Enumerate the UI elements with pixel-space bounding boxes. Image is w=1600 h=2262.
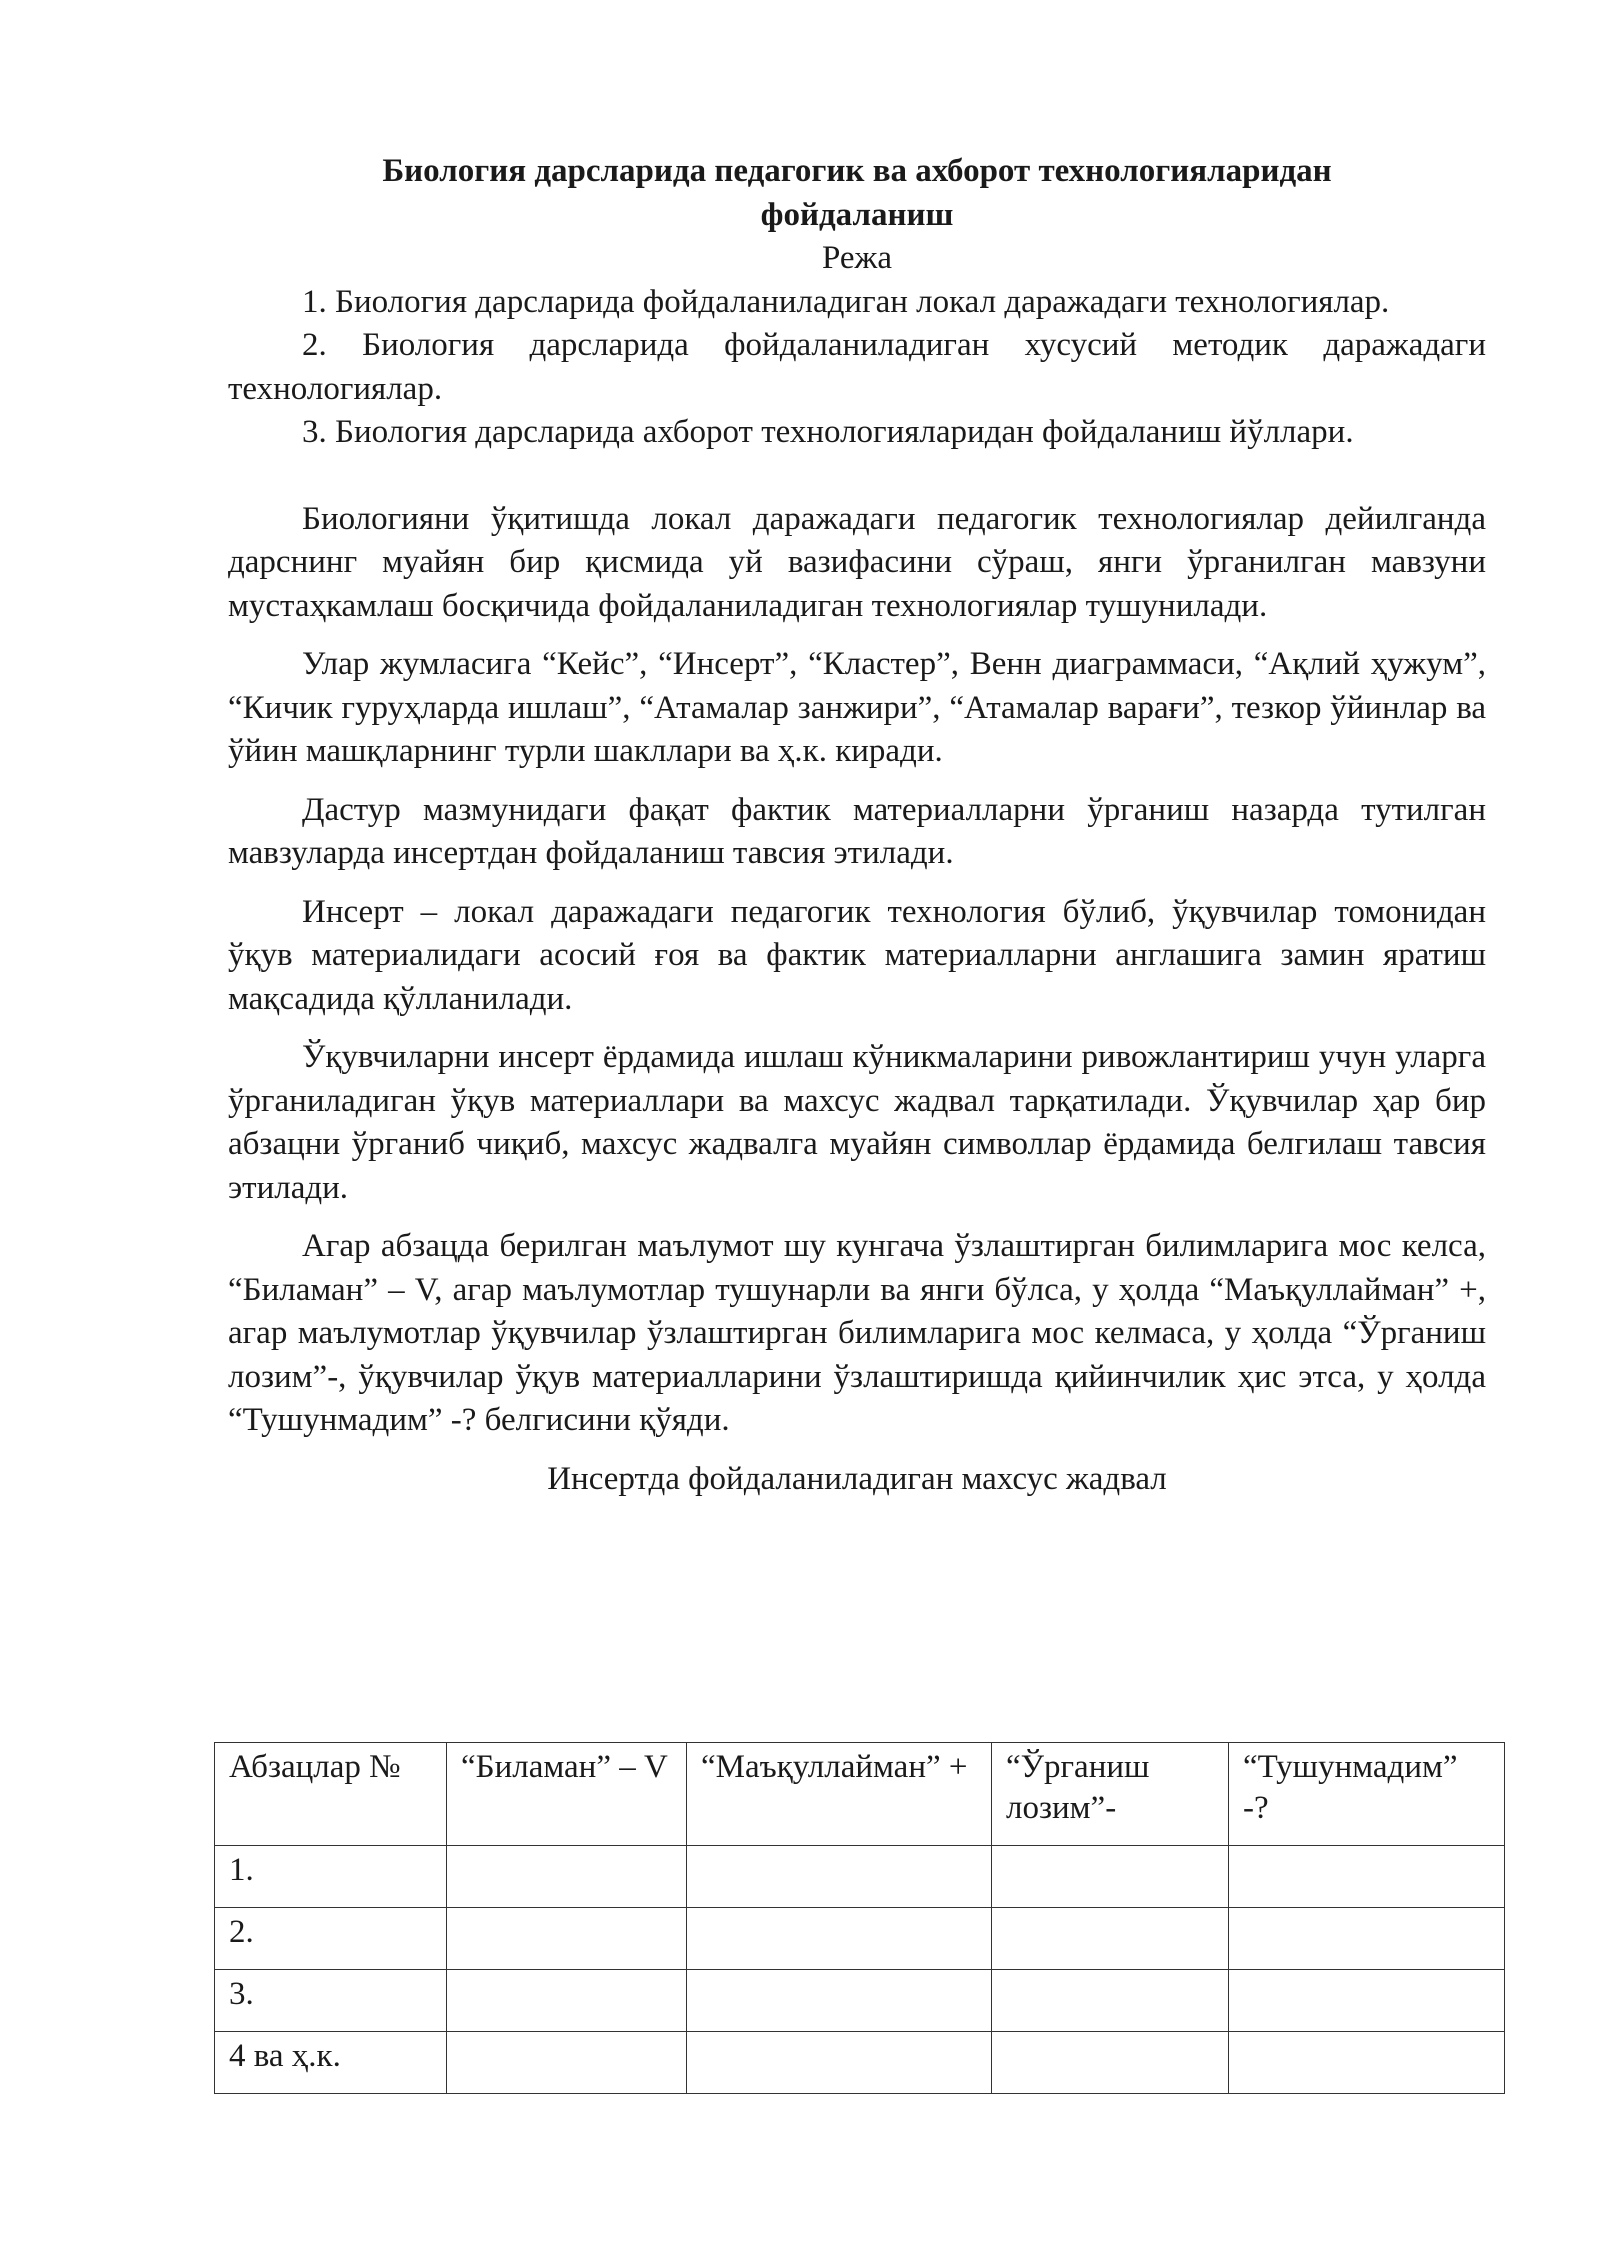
plan-item-3: 3. Биология дарсларида ахборот технологияларидан фойдаланиш йўллари.: [302, 414, 1354, 450]
plan-item-2: 2. Биология дарсларида фойдаланиладиган хусусий методик даражадаги технологиялар.: [228, 327, 1486, 407]
empty-cell: [687, 1846, 992, 1908]
insert-table: [214, 1742, 1505, 2094]
row-number-cell: 3.: [215, 1970, 447, 2032]
table-header-row: [215, 1743, 1505, 1846]
paragraph-insert-usage: Дастур мазмунидаги фақат фактик материалларни ўрганиш назарда тутилган мавзуларда инсертдан фойдаланиш тавсия этилади.: [228, 791, 1486, 871]
empty-cell: [1229, 1908, 1505, 1970]
empty-cell: [1229, 2032, 1505, 2094]
header-know: “Биламан” – V: [447, 1743, 687, 1846]
empty-cell: [447, 2032, 687, 2094]
table-row: [215, 1970, 1505, 2032]
header-not-understood: “Тушунмадим” -?: [1229, 1743, 1505, 1846]
table-row: [215, 1846, 1505, 1908]
paragraph-methods-list: Улар жумласига “Кейс”, “Инсерт”, “Кластер”, Венн диаграммаси, “Ақлий ҳужум”, “Кичик гуруҳларда ишлаш”, “Атамалар занжири”, “Атамалар варағи”, тезкор ўйинлар ва ўйин машқларнинг турли шакллари ва ҳ.к. киради.: [228, 646, 1486, 769]
table-caption: Инсертда фойдаланиладиган махсус жадвал: [547, 1460, 1167, 1497]
row-number-cell: 1.: [215, 1846, 447, 1908]
empty-cell: [1229, 1846, 1505, 1908]
table-row: [215, 1908, 1505, 1970]
empty-cell: [1229, 1970, 1505, 2032]
empty-cell: [992, 2032, 1229, 2094]
empty-cell: [992, 1970, 1229, 2032]
empty-cell: [447, 1846, 687, 1908]
paragraph-insert-definition: Инсерт – локал даражадаги педагогик технология бўлиб, ўқувчилар томонидан ўқув материалидаги асосий ғоя ва фактик материалларни англашига замин яратиш мақсадида қўлланилади.: [228, 893, 1486, 1017]
document-title-line-1: Биология дарсларида педагогик ва ахборот технологияларидан: [382, 153, 1332, 189]
table-row: [215, 2032, 1505, 2094]
empty-cell: [687, 2032, 992, 2094]
header-paragraph-number: Абзацлар №: [215, 1743, 447, 1846]
row-number-cell: 2.: [215, 1908, 447, 1970]
empty-cell: [687, 1908, 992, 1970]
document-title-line-2: фойдаланиш: [760, 196, 954, 233]
empty-cell: [992, 1908, 1229, 1970]
header-need-to-learn: “Ўрганиш лозим”-: [992, 1743, 1229, 1846]
paragraph-local-technologies: Биологияни ўқитишда локал даражадаги педагогик технологиялар дейилганда дарснинг муайян бир қисмида уй вазифасини сўраш, янги ўрганилган мавзуни мустаҳкамлаш босқичида фойдаланиладиган технологиялар тушунилади.: [228, 500, 1486, 624]
plan-item-1: 1. Биология дарсларида фойдаланиладиган локал даражадаги технологиялар.: [302, 283, 1390, 320]
empty-cell: [447, 1970, 687, 2032]
plan-heading: Режа: [821, 240, 892, 276]
empty-cell: [992, 1846, 1229, 1908]
row-number-cell: 4 ва ҳ.к.: [215, 2032, 447, 2094]
empty-cell: [687, 1970, 992, 2032]
header-approve: “Маъқуллайман” +: [687, 1743, 992, 1846]
empty-cell: [447, 1908, 687, 1970]
paragraph-insert-skills: Ўқувчиларни инсерт ёрдамида ишлаш кўникмаларини ривожлантириш учун уларга ўрганиладиган ўқув материаллари ва махсус жадвал тарқатилади. Ўқувчилар ҳар бир абзацни ўрганиб чиқиб, махсус жадвалга муайян символлар ёрдамида белгилаш тавсия этилади.: [228, 1039, 1486, 1206]
document-page: [228, 150, 1486, 1501]
paragraph-insert-symbols: Агар абзацда берилган маълумот шу кунгача ўзлаштирган билимларига мос келса, “Биламан” – V, агар маълумотлар тушунарли ва янги бўлса, у ҳолда “Маъқуллайман” +, агар маълумотлар ўқувчилар ўзлаштирган билимларига мос келмаса, у ҳолда “Ўрганиш лозим”-, ўқувчилар ўқув материалларини ўзлаштиришда қийинчилик ҳис этса, у ҳолда “Тушунмадим” -? белгисини қўяди.: [228, 1228, 1486, 1438]
